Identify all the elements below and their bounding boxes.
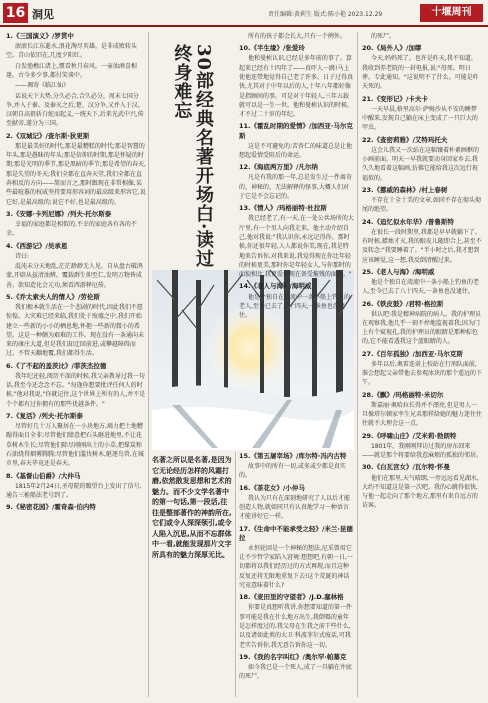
newspaper-brand: 十堰周刊 — [420, 4, 483, 22]
book-excerpt: 斯嘉丽·奥哈拉长得并不漂亮,但是男人一旦像塔尔顿家孪生兄弟那样给她的魅力迷住往往就不大理会这一点。 — [362, 401, 483, 428]
book-entry — [362, 300, 482, 347]
column-3-lower — [239, 452, 354, 697]
book-excerpt: 他是个独自在湾流中一条小船上钓鱼的老人,至今已去了八十四天,一条鱼也没逮住。 — [239, 293, 351, 320]
book-entry — [239, 525, 354, 591]
page-header — [0, 0, 488, 27]
book-excerpt: 故事中的所有一切,或多或少都是真实的。 — [239, 463, 346, 480]
column-3 — [239, 32, 354, 320]
book-title: 19.《我的名字叫红》/奥尔罕·帕慕克 — [239, 652, 347, 661]
book-entry — [6, 293, 146, 359]
book-excerpt: 这是不可避免的:苦杏仁的味道总是让他想起爱情受阻后的命运。 — [239, 142, 353, 159]
book-title: 1.《三国演义》/罗贯中 — [6, 32, 74, 40]
book-entry — [6, 472, 146, 501]
book-excerpt: 他和曼桢认识,已经是多年前的事了。算起来已经有十四年了——真吓人一跳!马上使他连带地觉得自己老了许多。日子过得真快,尤其对于中年以后的人,十年八年都好像是指顾间的事。可是对于年轻人,三年五载就可以是一生一世。他和曼桢认识的时候,才不过二十岁的年纪。 — [239, 55, 354, 119]
book-entry — [239, 452, 354, 481]
book-title: 29.《呼啸山庄》/艾米莉·勃朗特 — [362, 431, 457, 440]
book-title: 13.《情人》/玛格丽特·杜拉斯 — [239, 204, 327, 213]
book-title: 22.《查密莉雅》/艾特玛托夫 — [362, 135, 448, 144]
book-entry — [239, 122, 354, 160]
page-number: 16 — [3, 3, 28, 23]
book-excerpt: 混沌未分天地乱,茫茫渺渺无人见。自从盘古破鸿蒙,开辟从兹清浊辨。覆载群生仰至仁,发明万物皆成善。欲知造化会元功,须看西游释厄传。 — [6, 263, 143, 289]
book-excerpt: 我认为只有在深刻地研究了人以后才能创造人物,就如同只有认真地学习一种语言才能讲好它一样。 — [239, 494, 351, 521]
book-entry — [239, 32, 354, 41]
book-entry — [239, 484, 354, 522]
book-excerpt: 永恒轮回是一个神秘的想法,尼采曾用它让不少哲学家陷入窘境:想想吧,有朝一日,一切都将以我们经历过的方式再现,而且这种反复还将无限地重复下去!这个荒诞的神话究竟意味着什么? — [239, 544, 353, 590]
column-1 — [6, 32, 146, 697]
book-entry — [6, 503, 146, 512]
book-entry — [362, 136, 482, 183]
book-title: 10.《半生缘》/张爱玲 — [239, 44, 305, 53]
book-excerpt: 诗曰: — [15, 252, 30, 260]
book-title: 25.《老人与海》/海明威 — [362, 267, 435, 276]
book-entry — [6, 132, 146, 207]
book-title: 16.《茶花女》/小仲马 — [239, 483, 305, 492]
book-excerpt: 我已经老了,有一天,在一处公共场所的大厅里,有一个男人向我走来。他主动介绍自己,他对我说:"我认识你,永远记得你。那时候,你还很年轻,人人都说你美,现在,我是特地来告诉你,对我来说,我觉得现在你比年轻的时候更美,那时你是年轻女人,与你那时的面貌相比,我更爱你现在备受摧残的面容。" — [239, 215, 354, 279]
book-excerpt: 我年纪还轻,阅历不深的时候,我父亲教导过我一句话,我至今还念念不忘。"每逢你想要批评任何人的时候,"他对我说,"你就记住,这个世界上所有的人,并不是个个都有过你拥有的那些优越条件。" — [6, 372, 146, 408]
feature-lead: 名著之所以是名著,是因为它无论经历怎样的风霜打磨,依然散发思想和艺术的魅力。而不少文学名著中的第一句话,第一段话,往往是整部著作的神韵所在,它们或令人深深领引,或令人陷入沉思,从而不忘群体中一看,就能发现那片文字所具有的魅力深厚无比。 — [152, 456, 232, 559]
book-excerpt: 尽管好几十万人聚居在一小块地方,竭力把土地糟蹋得面目全非;尽管他们肆意把石头砸进地里,不让花草树木生长;尽管他们除尽刚刚出土的小草,把煤炭和石油烧得烟雾腾腾;尽管他们滥伐树木,驱逐鸟兽,在城市里,春天毕竟还是春天。 — [6, 423, 144, 468]
book-title: 9.《秘密花园》/霍奇森·伯内特 — [6, 503, 96, 512]
book-excerpt: 你要是真想听我讲,你想要知道的第一件事可能是我在什么地方出生,我倒霉的童年是怎样度过的,我父母在生我之前干些什么,以及诸如此类的大卫·科波菲尔式废话,可我老实告诉你,我无意告诉你这一切。 — [239, 604, 352, 649]
column-divider — [357, 32, 358, 697]
book-title: 11.《霍乱时期的爱情》/加西亚·马尔克斯 — [239, 122, 353, 140]
book-excerpt: 这会儿我又一次站在这幅镶着朴素画框的小画前面。明天一早我就要动身回家乡去,我久久地看着这幅画,仿佛它能给我这次远行祝福似的。 — [362, 146, 480, 182]
book-excerpt: 在很长一段时期里,我都是早早就躺下了。有时候,蜡烛才灭,我的眼皮儿随即合上,甚至不及转念:"我要睡着了。"半小时之后,我才想到应该睡觉,这一想,我反倒清醒过来。 — [362, 228, 482, 264]
book-entry — [6, 242, 146, 290]
book-entry — [362, 391, 482, 429]
book-excerpt: 那是最美好的时代,那是最糟糕的时代;那是智慧的年头,那是愚昧的年头;那是信仰的时期,那是怀疑的时期;那是光明的季节,那是黑暗的季节;那是希望的春天,那是失望的冬天;我们全都在直奔天堂,我们全都在直奔相反的方向——简而言之,那时跟现在非常相像,某些最喧嚣的权威坚持要用形容词的最高级来形容它,说它好,是最高级的;说它不好,也是最高级的。 — [6, 142, 146, 206]
book-excerpt: 不存在十全十美的文章,如同不存在彻头彻尾的绝望。 — [362, 196, 481, 214]
book-entry — [362, 218, 482, 265]
book-title: 26.《铁皮鼓》/君特·格拉斯 — [362, 299, 444, 308]
feature-title-block — [152, 44, 232, 284]
book-entry — [362, 268, 482, 297]
book-excerpt: 幸福的家庭都是相似的,不幸的家庭各有各的不幸。 — [6, 221, 137, 238]
book-entry — [362, 95, 482, 133]
book-title: 15.《第五屠宰场》/库尔特·冯内古特 — [239, 452, 347, 460]
book-title: 30.《白瓦宫女》/瓦尔特·怀曼 — [362, 463, 450, 472]
book-entry — [6, 362, 146, 409]
book-title: 17.《生命中不能承受之轻》/米兰·昆德拉 — [239, 524, 353, 542]
book-excerpt: ——调寄《临江仙》 — [15, 82, 70, 90]
book-excerpt: 话说天下大势,分久必合,合久必分。周末七国分争,并入于秦。及秦灭之后,楚、汉分争,又并入于汉。汉朝自高祖斩白蛇而起义,一统天下,后来光武中兴,传至献帝,遂分为三国。 — [6, 92, 144, 128]
book-title: 27.《百年孤独》/加西亚·马尔克斯 — [362, 349, 463, 358]
book-excerpt: 多年以后,奥雷连诺上校站在行刑队面前,准会想起父亲带他去参观冰块的那个遥远的下午。 — [362, 360, 483, 387]
book-excerpt: 我们根本就生活在一个悲剧的时代,因此我们不愿惊惶。大灾难已经来临,我们处于废墟之中,我们开始建立一些新的小小的栖息地,怀抱一些新的微小的希望。这是一种颇为艰难的工作。现在没有一条通向未来的康庄大道,但是我们却迂回前进,或攀越障碍而过。不管天翻地覆,我们都得生活。 — [6, 304, 145, 358]
book-excerpt: 一天早晨,格里高尔·萨姆沙从不安的睡梦中醒来,发现自己躺在床上变成了一只巨大的甲虫。 — [362, 105, 478, 132]
book-entry — [6, 210, 146, 239]
book-title: 24.《追忆似水年华》/普鲁斯特 — [362, 217, 454, 226]
book-entry — [239, 44, 354, 119]
section-name: 洞见 — [32, 8, 54, 21]
book-excerpt: 供认吧:我是精神病院的病人。我的护理员在观察我,他几乎一刻不停地监视着我;因为门上有个窥视孔,我的护理员的眼睛是那种棕色的,它不能看透我这个蓝眼睛的人。 — [362, 310, 482, 346]
book-title: 6.《了不起的盖茨比》/菲茨杰拉德 — [6, 361, 107, 370]
book-excerpt: 他是个独自在湾流中一条小船上钓鱼的老人,至今已去了八十四天,一条鱼也没逮住。 — [362, 278, 480, 296]
book-title: 3.《安娜·卡列尼娜》/列夫·托尔斯泰 — [6, 209, 112, 218]
editor-credits: 责任编辑:黄莉生 版式:陈小艳 2023.12.29 — [268, 11, 383, 18]
book-excerpt: 白发渔樵江渚上,惯看秋月春风。一壶浊酒喜相逢。古今多少事,都付笑谈中。 — [6, 62, 137, 79]
column-divider — [235, 452, 236, 697]
book-excerpt: 滚滚长江东逝水,浪花淘尽英雄。是非成败转头空。青山依旧在,几度夕阳红。 — [6, 43, 137, 60]
book-entry — [362, 432, 482, 461]
book-excerpt: 的死尸。 — [371, 33, 396, 40]
book-entry — [239, 653, 354, 682]
book-title: 14.《老人与海》/海明威 — [239, 282, 312, 291]
book-entry — [362, 186, 482, 215]
book-excerpt: 所有的孩子都会长大,只有一个例外。 — [248, 33, 346, 40]
book-excerpt: 今天,妈妈死了。也许是昨天,我不知道。我收到养老院的一封电报,说:"母死。明日葬。专此通知。"这说明不了什么。可能是昨天死的。 — [362, 55, 479, 91]
book-title: 23.《挪威的森林》/村上春树 — [362, 185, 448, 194]
book-excerpt: 1801年。我刚刚拜访过我的房东回来——就是那个将要给我惹麻烦的孤独的邻居。 — [362, 442, 483, 460]
book-excerpt: 凡是有我的那一年,总是发生过一件离奇的、神秘的、无法解释的怪事,大概人们对于它是不会忘记的。 — [239, 174, 352, 200]
book-entry — [362, 350, 482, 388]
book-title: 5.《乔太索夫人的情人》/劳伦斯 — [6, 292, 100, 301]
column-divider — [148, 32, 149, 697]
book-title: 28.《飘》/玛格丽特·米切尔 — [362, 390, 444, 399]
book-title: 8.《基督山伯爵》/大仲马 — [6, 471, 81, 480]
book-entry — [239, 593, 354, 650]
book-entry — [6, 32, 146, 129]
book-excerpt: 如今我已是一个死人,成了一具躺在井底的死尸。 — [239, 664, 352, 681]
book-title: 7.《复活》/列夫·托尔斯泰 — [6, 412, 83, 421]
book-entry — [239, 163, 354, 201]
book-entry — [6, 412, 146, 469]
book-title: 12.《海底两万里》/凡尔纳 — [239, 163, 318, 172]
book-title: 18.《麦田里的守望者》/J.D.塞林格 — [239, 593, 344, 602]
feature-title: 30部经典名著开场白·读过终身难忘 — [171, 44, 214, 269]
book-entry — [239, 204, 354, 279]
book-excerpt: 1815年2月24日,圣母院的瞭望台上发出了信号,通告三桅船法老号到了。 — [6, 482, 142, 500]
book-entry — [362, 463, 482, 510]
book-entry — [362, 44, 482, 91]
book-entry — [362, 32, 482, 41]
book-title: 21.《变形记》/卡夫卡 — [362, 94, 428, 103]
book-excerpt: 他们在那里,天气晴朗,一旁远远看见湖水,大约不知道这是第一次吧。我的心跳得很快,与他一起走向了那个地方,那里有来自远方的访客。 — [362, 474, 479, 510]
book-title: 4.《西游记》/吴承恩 — [6, 241, 68, 250]
book-title: 20.《局外人》/加缪 — [362, 44, 422, 53]
book-entry — [239, 282, 354, 320]
column-4 — [362, 32, 482, 697]
book-title: 2.《双城记》/查尔斯·狄更斯 — [6, 131, 90, 140]
